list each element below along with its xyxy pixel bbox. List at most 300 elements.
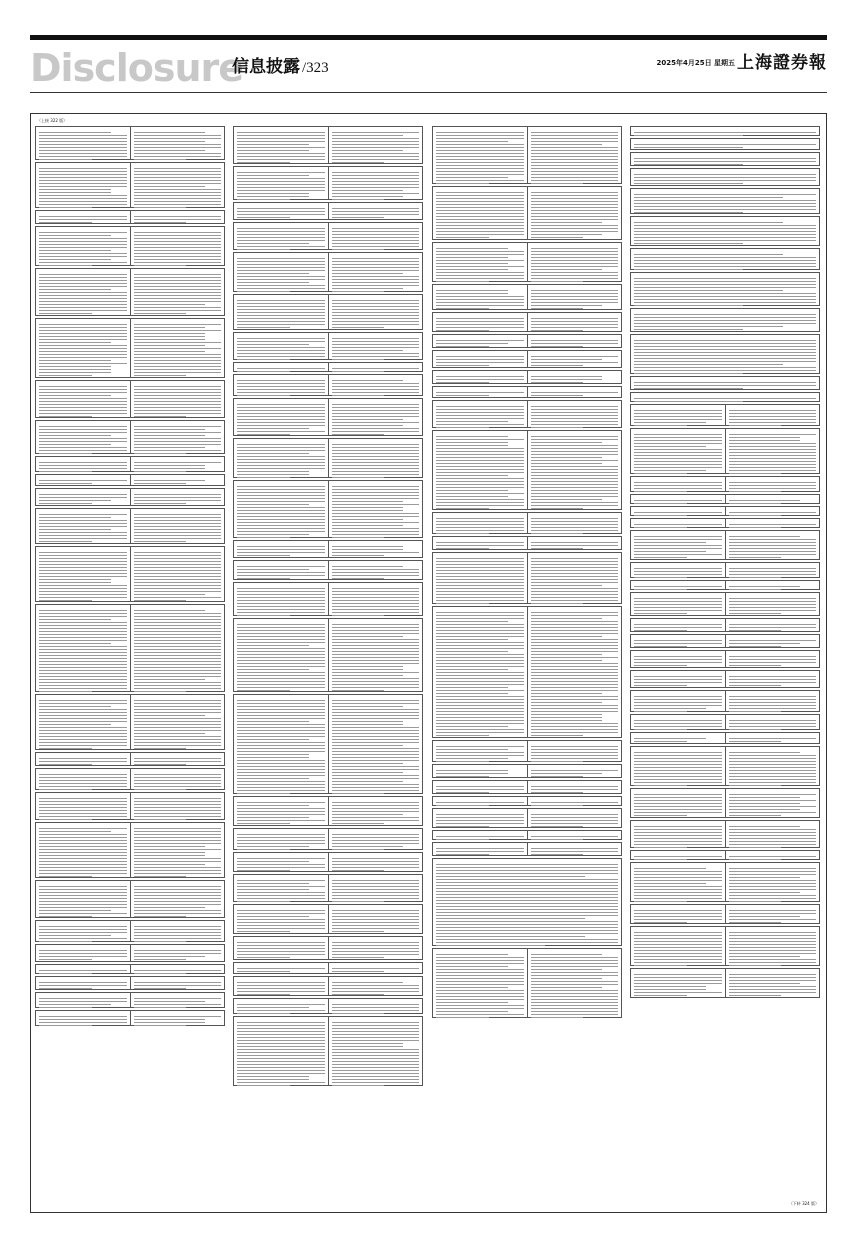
- text-line: [634, 147, 743, 148]
- text-line: [237, 407, 325, 408]
- clause-revision: [328, 875, 423, 901]
- column-1: [35, 126, 225, 1209]
- text-line: [634, 458, 722, 459]
- text-line: [634, 132, 816, 133]
- text-line: [531, 324, 619, 325]
- text-line: [436, 502, 524, 503]
- text-line: [39, 758, 127, 759]
- text-line: [237, 153, 325, 154]
- text-line: [237, 156, 325, 157]
- text-line: [531, 266, 619, 267]
- clause-text: [234, 481, 328, 537]
- text-line: [134, 444, 222, 445]
- text-line: [134, 386, 222, 387]
- text-line: [134, 204, 222, 205]
- text-line: [531, 305, 603, 306]
- clause-revision: [328, 583, 423, 615]
- text-line: [436, 308, 489, 309]
- text-line: [436, 343, 508, 344]
- text-line: [39, 441, 127, 442]
- text-line: [531, 327, 619, 328]
- clause-text: [36, 211, 130, 223]
- text-line: [436, 906, 618, 907]
- clause-text: [433, 831, 527, 839]
- text-line: [134, 631, 222, 632]
- column-3: [432, 126, 622, 1209]
- text-line: [237, 642, 325, 643]
- text-line: [39, 913, 127, 914]
- text-line: [237, 675, 325, 676]
- notice-block: [630, 392, 820, 402]
- text-line: [237, 534, 309, 535]
- text-line: [39, 953, 127, 954]
- text-line: [634, 410, 722, 411]
- text-line: [436, 490, 508, 491]
- text-line: [237, 928, 325, 929]
- text-line: [436, 466, 524, 467]
- text-line: [39, 739, 127, 740]
- text-line: [531, 548, 584, 549]
- text-line: [134, 262, 222, 263]
- text-line: [634, 913, 722, 914]
- text-line: [237, 880, 325, 881]
- clause-text: [631, 519, 725, 527]
- text-line: [134, 950, 222, 951]
- text-line: [39, 673, 127, 674]
- clause-text: [433, 765, 527, 777]
- clause-text: [36, 127, 130, 159]
- notice-block: [432, 350, 622, 368]
- text-line: [237, 1079, 309, 1080]
- text-line: [531, 591, 619, 592]
- text-line: [531, 201, 619, 202]
- notice-block: [432, 948, 622, 1018]
- text-line: [39, 250, 111, 251]
- text-line: [237, 1007, 309, 1008]
- text-line: [332, 234, 420, 235]
- text-line: [237, 246, 325, 247]
- text-line: [531, 466, 619, 467]
- clause-text: [36, 823, 130, 877]
- clause-revision: [527, 335, 622, 347]
- notice-block: [35, 508, 225, 544]
- text-line: [134, 733, 206, 734]
- clause-revision: [328, 963, 423, 973]
- text-line: [39, 700, 127, 701]
- clause-text: [36, 269, 130, 315]
- text-line: [729, 738, 817, 739]
- text-line: [237, 957, 290, 958]
- clause-revision: [527, 313, 622, 331]
- text-line: [134, 1022, 206, 1023]
- clause-revision: [130, 977, 225, 989]
- text-line: [332, 228, 420, 229]
- text-line: [237, 864, 325, 865]
- text-line: [436, 499, 524, 500]
- text-line: [237, 1013, 290, 1014]
- text-line: [436, 460, 524, 461]
- text-line: [634, 144, 816, 145]
- text-line: [237, 666, 325, 667]
- text-line: [436, 379, 524, 380]
- text-line: [134, 834, 222, 835]
- clause-text: [36, 227, 130, 265]
- text-line: [332, 627, 420, 628]
- text-line: [729, 803, 801, 804]
- notice-block: [35, 126, 225, 160]
- text-line: [531, 761, 584, 762]
- text-line: [134, 201, 222, 202]
- text-line: [332, 922, 420, 923]
- text-line: [237, 141, 325, 142]
- text-line: [634, 944, 722, 945]
- text-line: [237, 159, 325, 160]
- clause-revision: [527, 537, 622, 549]
- text-line: [531, 308, 584, 309]
- text-line: [39, 661, 127, 662]
- text-line: [332, 431, 420, 432]
- text-line: [436, 600, 524, 601]
- text-line: [39, 480, 127, 481]
- clause-text: [631, 139, 819, 149]
- text-line: [237, 341, 325, 342]
- text-line: [237, 817, 309, 818]
- clause-revision: [527, 831, 622, 839]
- text-line: [436, 660, 524, 661]
- text-line: [134, 959, 187, 960]
- text-line: [436, 424, 524, 425]
- text-line: [332, 240, 420, 241]
- clause-text: [631, 477, 725, 491]
- text-line: [39, 622, 127, 623]
- text-line: [436, 567, 524, 568]
- text-line: [39, 852, 127, 853]
- text-line: [39, 985, 127, 986]
- text-line: [634, 829, 722, 830]
- text-line: [531, 321, 619, 322]
- text-line: [634, 416, 722, 417]
- text-line: [237, 630, 325, 631]
- text-line: [237, 690, 290, 691]
- text-line: [134, 619, 222, 620]
- text-line: [436, 299, 524, 300]
- text-line: [634, 515, 687, 516]
- text-line: [39, 742, 127, 743]
- text-line: [634, 874, 722, 875]
- text-line: [332, 566, 404, 567]
- text-line: [531, 445, 619, 446]
- text-line: [237, 190, 325, 191]
- text-line: [237, 504, 309, 505]
- text-line: [39, 658, 127, 659]
- notice-block: [432, 334, 622, 348]
- text-line: [237, 1055, 325, 1056]
- text-line: [39, 465, 127, 466]
- text-line: [237, 1052, 325, 1053]
- text-line: [436, 579, 524, 580]
- clause-revision: [527, 765, 622, 777]
- text-line: [332, 642, 420, 643]
- text-line: [634, 364, 783, 365]
- text-line: [237, 175, 309, 176]
- text-line: [237, 787, 325, 788]
- text-line: [332, 504, 420, 505]
- text-line: [531, 356, 619, 357]
- text-line: [237, 600, 325, 601]
- text-line: [237, 820, 325, 821]
- text-line: [134, 310, 222, 311]
- text-line: [634, 646, 687, 647]
- text-line: [134, 858, 222, 859]
- text-line: [39, 1022, 127, 1023]
- text-line: [531, 972, 619, 973]
- text-line: [634, 959, 722, 960]
- clause-text: [631, 153, 819, 165]
- clause-revision: [527, 513, 622, 533]
- text-line: [134, 658, 222, 659]
- text-line: [134, 646, 222, 647]
- text-line: [436, 933, 618, 934]
- clause-text: [234, 561, 328, 579]
- text-line: [531, 597, 619, 598]
- text-line: [332, 1007, 420, 1008]
- text-line: [332, 546, 404, 547]
- text-line: [134, 232, 222, 233]
- text-line: [39, 283, 127, 284]
- text-line: [39, 327, 127, 328]
- text-line: [436, 180, 524, 181]
- text-line: [39, 514, 127, 515]
- text-line: [332, 615, 385, 616]
- text-line: [134, 953, 222, 954]
- text-line: [237, 572, 325, 573]
- text-line: [634, 574, 722, 575]
- text-line: [729, 935, 817, 936]
- notice-block: [35, 880, 225, 918]
- text-line: [237, 199, 290, 200]
- text-line: [634, 723, 722, 724]
- text-line: [531, 198, 619, 199]
- clause-revision: [130, 881, 225, 917]
- text-line: [237, 846, 309, 847]
- text-line: [39, 386, 127, 387]
- text-line: [436, 272, 524, 273]
- text-line: [134, 579, 222, 580]
- text-line: [134, 819, 187, 820]
- text-line: [39, 1004, 111, 1005]
- text-line: [436, 746, 524, 747]
- text-line: [436, 382, 489, 383]
- text-line: [634, 624, 722, 625]
- text-line: [531, 299, 619, 300]
- text-line: [332, 534, 420, 535]
- text-line: [436, 770, 508, 771]
- text-line: [531, 957, 619, 958]
- clause-text: [234, 695, 328, 793]
- text-line: [436, 802, 524, 803]
- text-line: [134, 718, 222, 719]
- text-line: [237, 288, 325, 289]
- text-line: [634, 815, 687, 816]
- text-line: [134, 600, 187, 601]
- notice-block: [233, 294, 423, 330]
- text-line: [436, 219, 524, 220]
- text-line: [237, 228, 325, 229]
- text-line: [332, 687, 420, 688]
- text-line: [332, 312, 420, 313]
- text-line: [436, 216, 524, 217]
- text-line: [436, 999, 524, 1000]
- text-line: [729, 679, 817, 680]
- text-line: [134, 789, 187, 790]
- text-line: [332, 306, 420, 307]
- clause-text: [433, 843, 527, 855]
- text-line: [237, 237, 325, 238]
- text-line: [531, 475, 619, 476]
- text-line: [39, 876, 92, 877]
- text-line: [634, 437, 722, 438]
- text-line: [531, 418, 619, 419]
- text-line: [39, 736, 127, 737]
- text-line: [332, 552, 420, 553]
- text-line: [634, 470, 706, 471]
- notice-block: [233, 398, 423, 436]
- text-line: [332, 895, 420, 896]
- clause-revision: [130, 489, 225, 505]
- notice-block: [35, 162, 225, 208]
- text-line: [39, 280, 127, 281]
- text-line: [332, 413, 420, 414]
- text-line: [531, 567, 619, 568]
- clause-revision: [725, 519, 820, 527]
- text-line: [531, 527, 619, 528]
- notice-block: [35, 1010, 225, 1026]
- clause-revision: [328, 167, 423, 199]
- text-line: [436, 290, 508, 291]
- text-line: [237, 578, 290, 579]
- text-line: [531, 195, 619, 196]
- text-line: [39, 401, 127, 402]
- text-line: [634, 838, 722, 839]
- text-line: [39, 447, 127, 448]
- clause-revision: [725, 733, 820, 743]
- clause-text: [433, 187, 527, 239]
- text-line: [729, 835, 817, 836]
- notice-block: [233, 202, 423, 220]
- text-line: [134, 935, 222, 936]
- text-line: [332, 531, 420, 532]
- text-line: [634, 419, 722, 420]
- text-line: [39, 904, 127, 905]
- text-line: [531, 573, 619, 574]
- text-line: [531, 630, 619, 631]
- text-line: [237, 371, 290, 372]
- text-line: [134, 898, 222, 899]
- notice-block: [432, 126, 622, 184]
- text-line: [634, 782, 722, 783]
- text-line: [531, 854, 584, 855]
- text-line: [531, 156, 619, 157]
- text-line: [332, 1052, 420, 1053]
- text-line: [634, 679, 722, 680]
- clause-text: [631, 927, 725, 965]
- text-line: [634, 305, 743, 306]
- text-line: [237, 925, 325, 926]
- text-line: [436, 228, 524, 229]
- text-line: [39, 410, 127, 411]
- clause-text: [631, 189, 819, 213]
- notice-block: [233, 362, 423, 372]
- notice-block: [35, 920, 225, 942]
- text-line: [436, 720, 524, 721]
- notice-block: [432, 512, 622, 534]
- text-line: [634, 352, 816, 353]
- text-line: [332, 453, 420, 454]
- text-line: [237, 951, 325, 952]
- text-line: [39, 588, 127, 589]
- text-line: [237, 684, 325, 685]
- text-line: [39, 935, 111, 936]
- notice-block: [35, 210, 225, 224]
- text-line: [332, 669, 404, 670]
- text-line: [39, 682, 127, 683]
- clause-text: [36, 793, 130, 819]
- text-line: [134, 985, 222, 986]
- text-line: [436, 222, 524, 223]
- text-line: [332, 175, 420, 176]
- text-line: [237, 648, 325, 649]
- text-line: [634, 287, 816, 288]
- text-line: [531, 427, 584, 428]
- text-line: [729, 767, 817, 768]
- text-line: [237, 594, 325, 595]
- text-line: [134, 295, 222, 296]
- clause-revision: [328, 1017, 423, 1085]
- text-line: [634, 349, 816, 350]
- text-line: [332, 817, 420, 818]
- text-line: [436, 257, 508, 258]
- clause-revision: [725, 715, 820, 729]
- text-line: [531, 150, 619, 151]
- clause-text: [234, 829, 328, 849]
- text-line: [134, 219, 222, 220]
- text-line: [332, 386, 420, 387]
- text-line: [634, 434, 722, 435]
- text-line: [39, 147, 127, 148]
- text-line: [134, 873, 222, 874]
- text-line: [634, 422, 706, 423]
- text-line: [436, 687, 508, 688]
- text-line: [332, 477, 385, 478]
- text-line: [436, 278, 524, 279]
- text-line: [436, 225, 524, 226]
- text-line: [531, 839, 584, 840]
- text-line: [39, 363, 127, 364]
- text-line: [39, 298, 127, 299]
- clause-revision: [527, 187, 622, 239]
- text-line: [729, 868, 817, 869]
- text-line: [134, 274, 222, 275]
- text-line: [634, 284, 816, 285]
- text-line: [436, 439, 524, 440]
- text-line: [436, 436, 508, 437]
- text-line: [39, 828, 127, 829]
- text-line: [436, 776, 489, 777]
- text-line: [531, 213, 619, 214]
- text-line: [729, 844, 817, 845]
- text-line: [531, 624, 619, 625]
- clause-text: [234, 905, 328, 933]
